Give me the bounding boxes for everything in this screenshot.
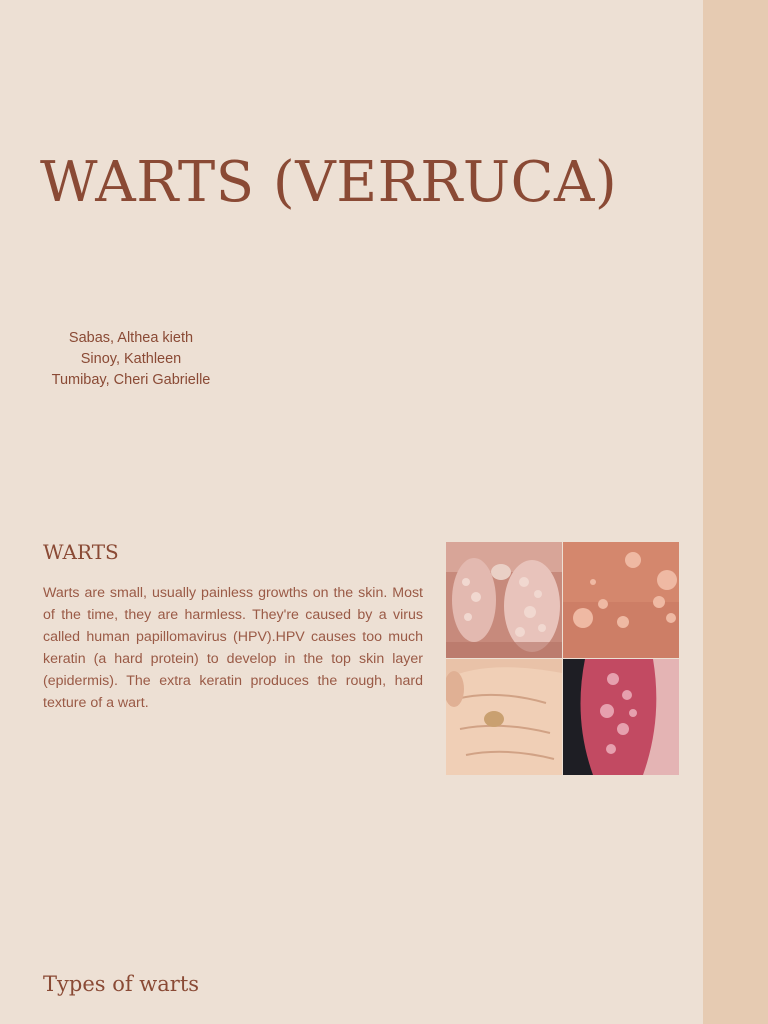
- wart-photo-grid: [446, 542, 679, 776]
- section-heading: WARTS: [43, 540, 119, 564]
- author-name: Sabas, Althea kieth: [68, 330, 194, 346]
- wart-photo-flat: [563, 542, 679, 658]
- author-name: Tumibay, Cheri Gabrielle: [51, 372, 211, 388]
- wart-photo-cluster: [446, 542, 562, 658]
- section-body: Warts are small, usually painless growths on the skin. Most of the time, they are harmless. They're caused by a virus called human papillomavirus (HPV).HPV causes too much keratin (a hard protein) to develop in the top skin layer (epidermis). The extra keratin produces the rough, hard texture of a wart.: [43, 585, 423, 711]
- wart-photo-plantar: [446, 659, 562, 775]
- author-name: Sinoy, Kathleen: [80, 351, 182, 367]
- wart-photo-mucosal: [563, 659, 679, 775]
- side-accent-strip: [703, 0, 768, 1024]
- types-of-warts-heading: Types of warts: [43, 972, 200, 996]
- author-list: [40, 328, 222, 391]
- document-title: WARTS (VERRUCA): [40, 150, 618, 215]
